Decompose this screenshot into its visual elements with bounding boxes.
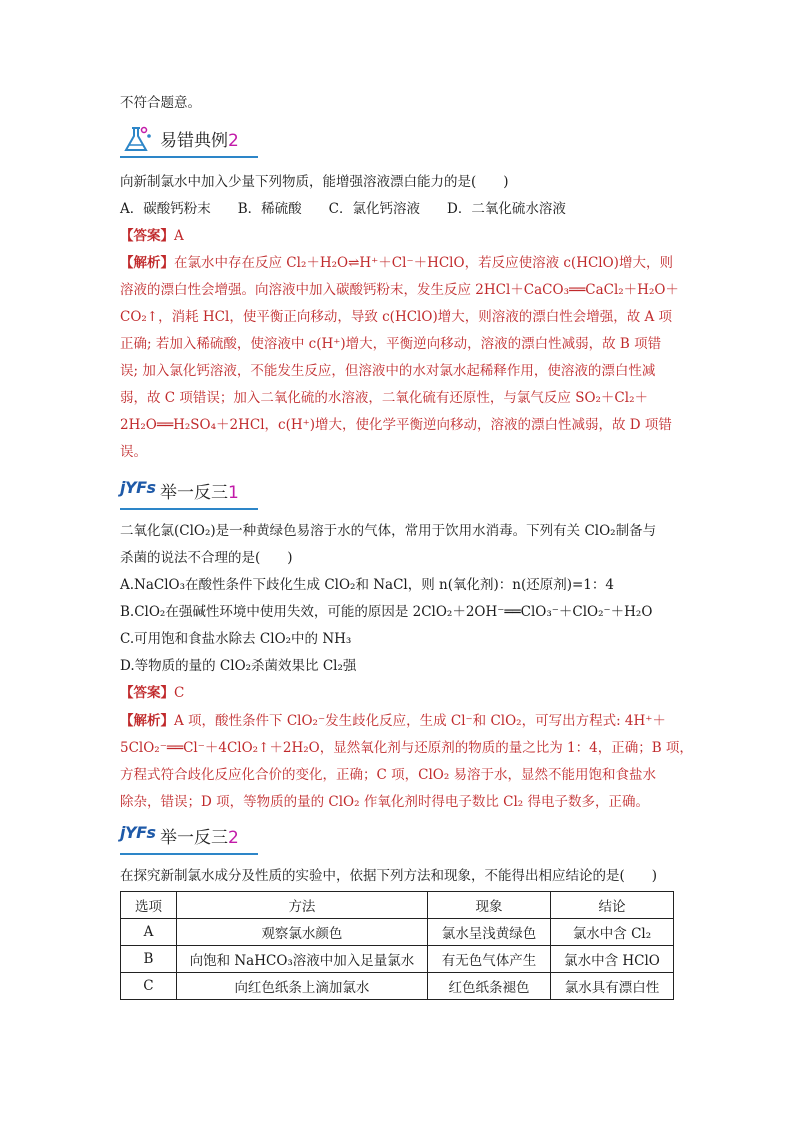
table-header-cell: 方法 <box>176 892 427 919</box>
section-header-practice-1 <box>120 474 260 514</box>
table-row <box>121 919 674 946</box>
table-cell: 氯水中含 Cl₂ <box>550 919 673 946</box>
section-underline <box>120 853 258 855</box>
q1-analysis-line-5: 误; 加入氯化钙溶液，不能发生反应，但溶液中的水对氯水起稀释作用，使溶液的漂白性减 <box>120 363 656 379</box>
q2-stem-line-2: 杀菌的说法不合理的是( ) <box>120 550 293 566</box>
table-row <box>121 946 674 973</box>
q2-analysis-line-2: 5ClO₂⁻══Cl⁻＋4ClO₂↑＋2H₂O，显然氧化剂与还原剂的物质的量之比为 1：4，正确；B 项， <box>120 740 693 756</box>
q2-analysis-line-4: 除杂，错误；D 项，等物质的量的 ClO₂ 作氧化剂时得电子数比 Cl₂ 得电子数多，正确。 <box>120 794 649 810</box>
section-title: 举一反三1 <box>160 483 239 503</box>
q3-table <box>120 891 674 1000</box>
q2-stem-line-1: 二氧化氯(ClO₂)是一种黄绿色易溶于水的气体，常用于饮用水消毒。下列有关 ClO₂制备与 <box>120 523 657 539</box>
table-cell: 氯水呈浅黄绿色 <box>427 919 550 946</box>
flask-icon <box>120 124 154 154</box>
table-header-cell: 结论 <box>550 892 673 919</box>
q2-answer: 【答案】C <box>120 685 185 701</box>
table-cell: A <box>121 919 177 946</box>
table-cell: 向红色纸条上滴加氯水 <box>176 973 427 1000</box>
section-header-practice-2 <box>120 819 260 859</box>
table-cell: B <box>121 946 177 973</box>
q1-analysis-line-2: 溶液的漂白性会增强。向溶液中加入碳酸钙粉末，发生反应 2HCl＋CaCO₃══CaCl₂＋H₂O＋ <box>120 282 679 298</box>
q1-analysis-line-6: 弱，故 C 项错误；加入二氧化硫的水溶液，二氧化硫有还原性，与氯气反应 SO₂＋Cl₂＋ <box>120 390 648 406</box>
table-cell: 向饱和 NaHCO₃溶液中加入足量氯水 <box>176 946 427 973</box>
q1-analysis-line-1: 【解析】在氯水中存在反应 Cl₂＋H₂O⇌H⁺＋Cl⁻＋HClO，若反应使溶液 c(HClO)增大，则 <box>120 255 673 271</box>
section-header-mistake-example <box>120 122 260 162</box>
section-underline <box>120 156 258 158</box>
q1-analysis-line-8: 误。 <box>120 444 147 460</box>
table-cell: 有无色气体产生 <box>427 946 550 973</box>
section-title: 易错典例2 <box>160 131 239 151</box>
q1-analysis-line-4: 正确; 若加入稀硫酸，使溶液中 c(H⁺)增大，平衡逆向移动，溶液的漂白性减弱，故 B 项错 <box>120 336 662 352</box>
table-cell: C <box>121 973 177 1000</box>
q1-stem: 向新制氯水中加入少量下列物质，能增强溶液漂白能力的是( ) <box>120 174 509 190</box>
section-underline <box>120 508 258 510</box>
q3-stem: 在探究新制氯水成分及性质的实验中，依据下列方法和现象，不能得出相应结论的是( ) <box>120 868 658 884</box>
table-header-row <box>121 892 674 919</box>
intro-tail: 不符合题意。 <box>120 95 201 111</box>
table-cell: 红色纸条褪色 <box>427 973 550 1000</box>
table-cell: 氯水具有漂白性 <box>550 973 673 1000</box>
table-header-cell: 现象 <box>427 892 550 919</box>
q1-analysis-line-7: 2H₂O══H₂SO₄＋2HCl，c(H⁺)增大，使化学平衡逆向移动，溶液的漂白性减弱，故 D 项错 <box>120 417 672 433</box>
table-cell: 观察氯水颜色 <box>176 919 427 946</box>
q2-option-d: D.等物质的量的 ClO₂杀菌效果比 Cl₂强 <box>120 658 357 674</box>
brand-logo: jYFs <box>120 478 156 497</box>
section-title: 举一反三2 <box>160 828 239 848</box>
brand-logo: jYFs <box>120 823 156 842</box>
q1-answer: 【答案】A <box>120 228 184 244</box>
table-header-cell: 选项 <box>121 892 177 919</box>
q2-option-c: C.可用饱和食盐水除去 ClO₂中的 NH₃ <box>120 631 352 647</box>
q1-options: A．碳酸钙粉末 B．稀硫酸 C．氯化钙溶液 D．二氧化硫水溶液 <box>120 201 566 217</box>
q1-analysis-line-3: CO₂↑，消耗 HCl，使平衡正向移动，导致 c(HClO)增大，则溶液的漂白性会增强，故 A 项 <box>120 309 673 325</box>
q2-analysis-line-3: 方程式符合歧化反应化合价的变化，正确；C 项，ClO₂ 易溶于水，显然不能用饱和食盐水 <box>120 767 657 783</box>
table-cell: 氯水中含 HClO <box>550 946 673 973</box>
q2-option-b: B.ClO₂在强碱性环境中使用失效，可能的原因是 2ClO₂＋2OH⁻══ClO₃⁻＋ClO₂⁻＋H₂O <box>120 604 653 620</box>
q2-analysis-line-1: 【解析】A 项，酸性条件下 ClO₂⁻发生歧化反应，生成 Cl⁻和 ClO₂，可写出方程式: 4H⁺＋ <box>120 713 666 729</box>
q2-option-a: A.NaClO₃在酸性条件下歧化生成 ClO₂和 NaCl，则 n(氧化剂)：n(还原剂)=1：4 <box>120 577 614 593</box>
table-row <box>121 973 674 1000</box>
